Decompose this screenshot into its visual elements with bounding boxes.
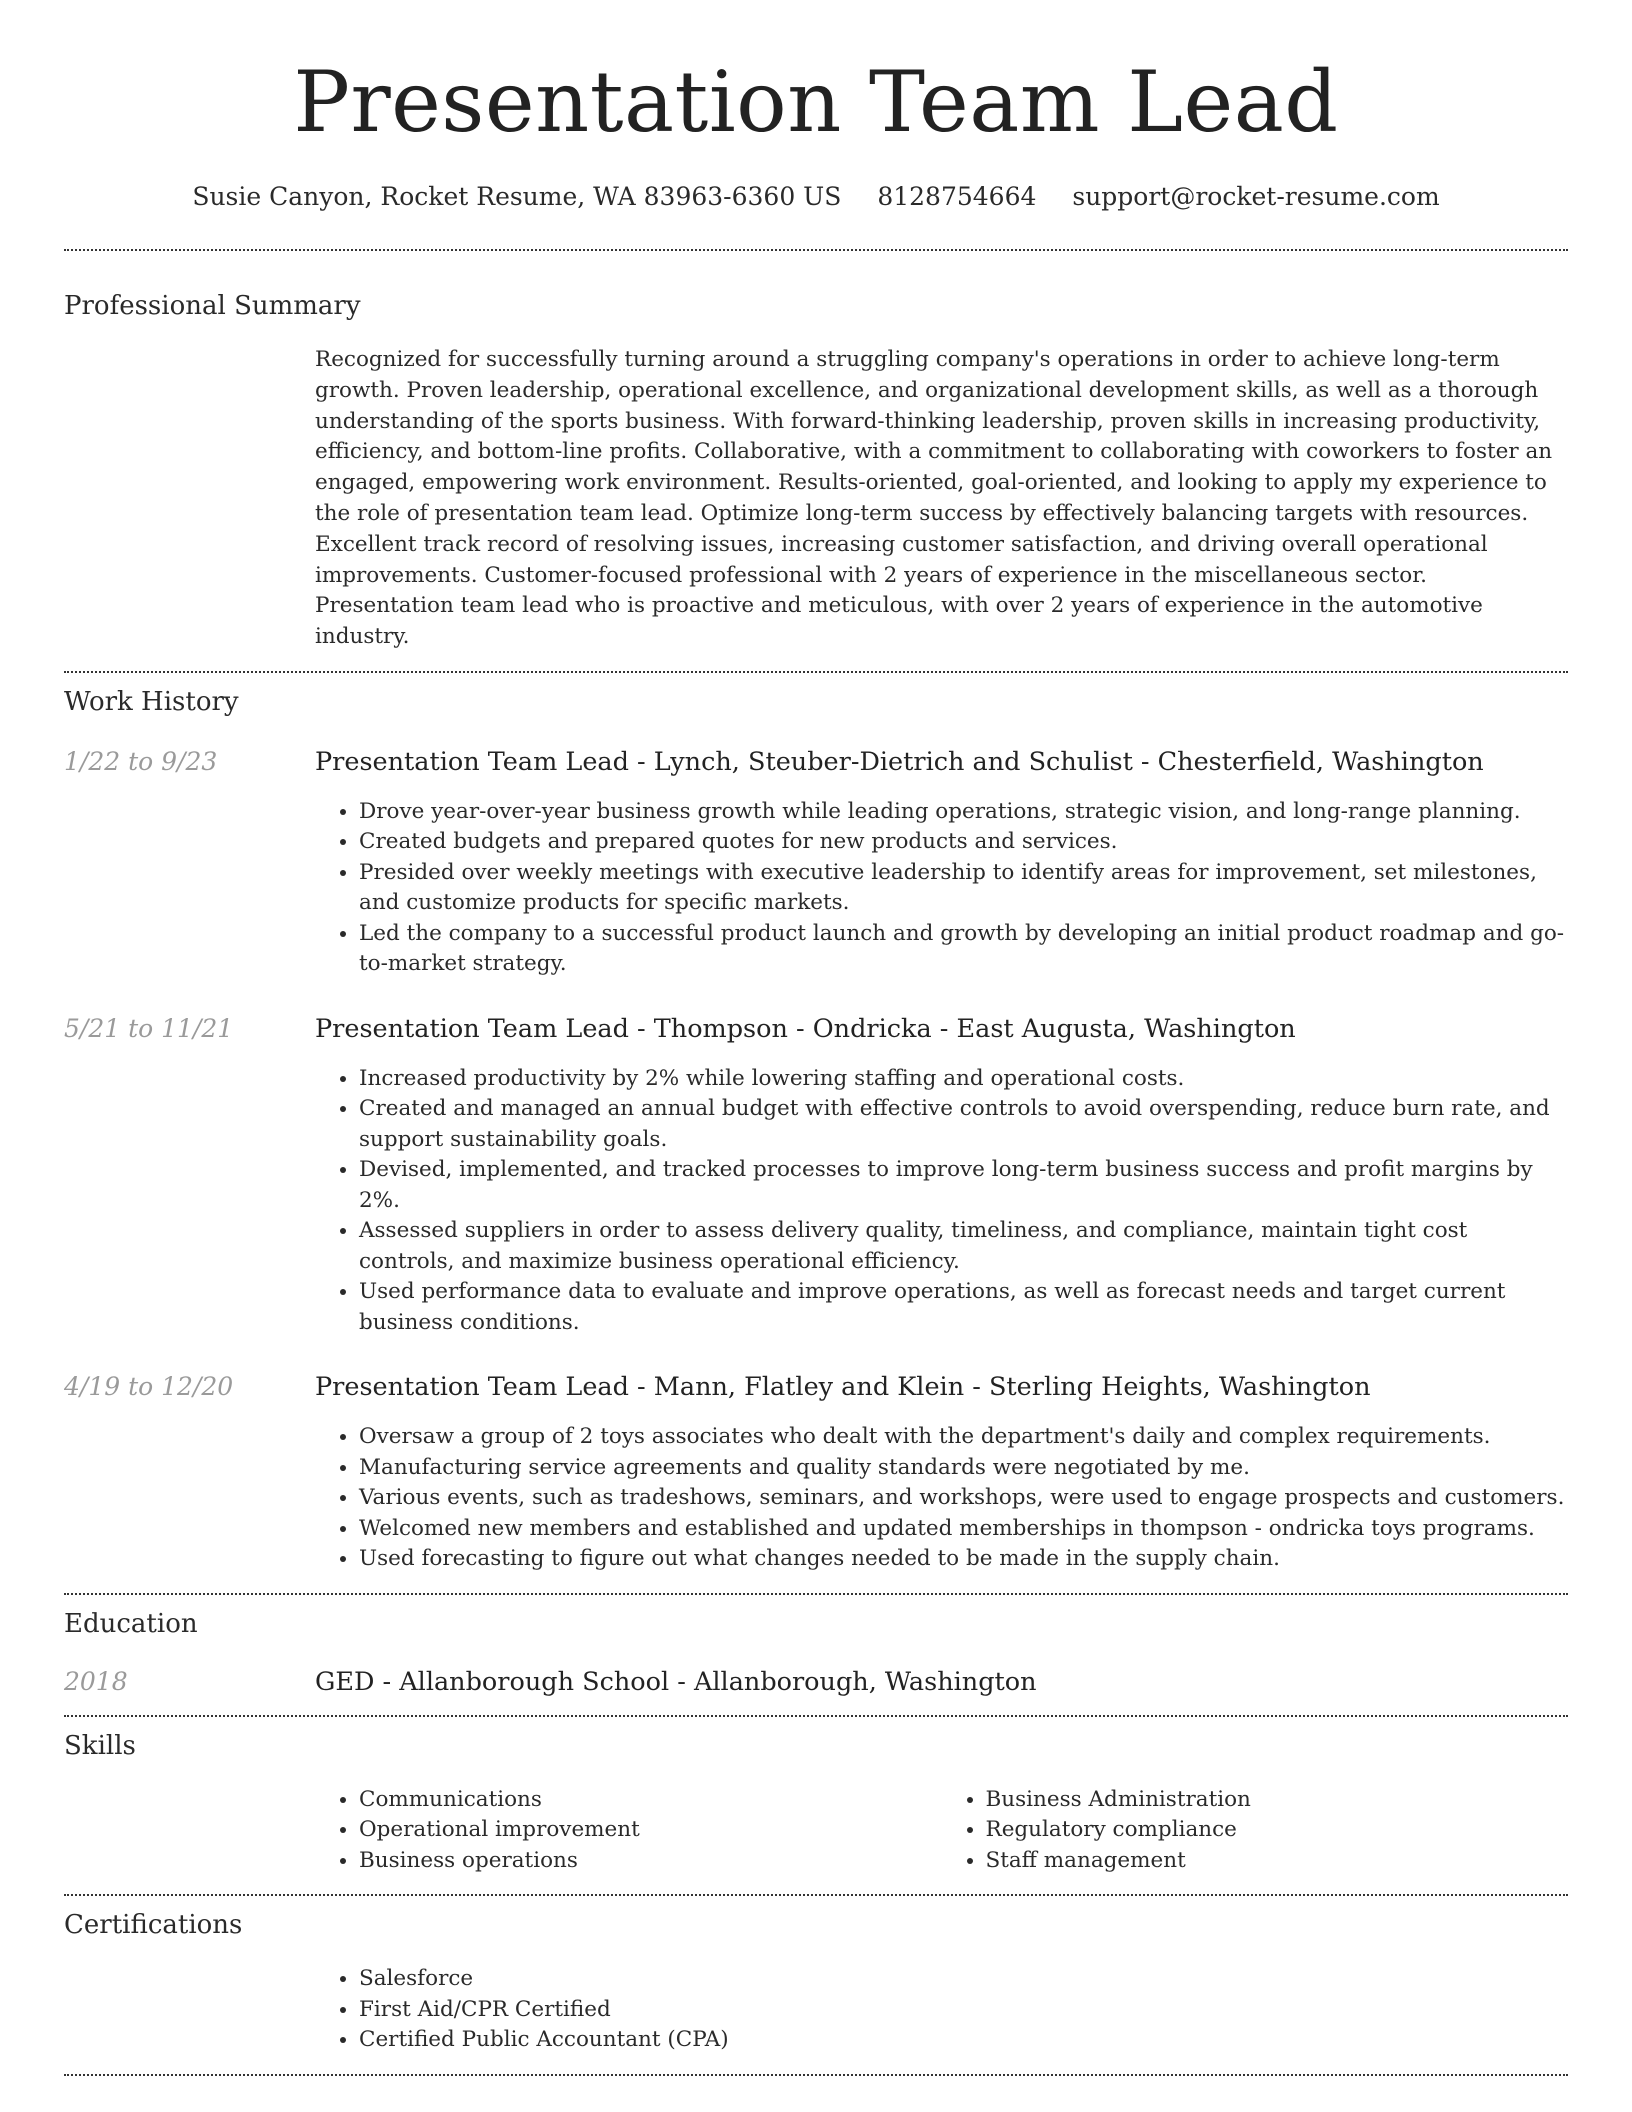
work-section (64, 687, 1568, 1575)
education-section (64, 1609, 1568, 1697)
job-heading: Presentation Team Lead - Mann, Flatley and Klein - Sterling Heights, Washington (315, 1372, 1371, 1403)
skills-list-left (315, 1785, 942, 1877)
job-bullets (315, 1422, 1568, 1575)
summary-text: Recognized for successfully turning around a struggling company's operations in order to achieve long-term growth. Proven leadership, operational excellence, and organizational development skills, as well as a thorough understanding of the sports business. With forward-thinking leadership, proven skills in increasing productivity, efficiency, and bottom-line profits. Collaborative, with a commitment to collaborating with coworkers to foster an engaged, empowering work environment. Results-oriented, goal-oriented, and looking to apply my experience to the role of presentation team lead. Optimize long-term success by effectively balancing targets with resources. Excellent track record of resolving issues, increasing customer satisfaction, and driving overall operational improvements. Customer-focused professional with 2 years of experience in the miscellaneous sector. Presentation team lead who is proactive and meticulous, with over 2 years of experience in the automotive industry. (315, 347, 1553, 650)
list-item: • Welcomed new members and established and updated memberships in thompson - ondricka toys programs. (359, 1514, 1568, 1545)
list-item: • First Aid/CPR Certified (359, 1995, 1568, 2026)
divider (64, 2074, 1568, 2076)
contact-address: Susie Canyon, Rocket Resume, WA 83963-6360 US (192, 182, 842, 211)
divider (64, 1715, 1568, 1717)
list-item: • Led the company to a successful product launch and growth by developing an initial product roadmap and go-to-market strategy. (359, 919, 1568, 980)
list-item: • Operational improvement (359, 1815, 942, 1846)
list-item: • Staff management (986, 1846, 1569, 1877)
list-item: • Oversaw a group of 2 toys associates who dealt with the department's daily and complex requirements. (359, 1422, 1568, 1453)
skills-title: Skills (64, 1730, 136, 1761)
job-dates: 4/19 to 12/20 (64, 1372, 234, 1402)
certifications-list (315, 1964, 1568, 2056)
job-dates: 1/22 to 9/23 (64, 746, 218, 776)
job-heading: Presentation Team Lead - Thompson - Ondricka - East Augusta, Washington (315, 1013, 1296, 1044)
summary-section (64, 291, 1568, 653)
job-heading: Presentation Team Lead - Lynch, Steuber-Dietrich and Schulist - Chesterfield, Washington (315, 746, 1484, 777)
list-item: • Increased productivity by 2% while lowering staffing and operational costs. (359, 1064, 1568, 1095)
list-item: • Manufacturing service agreements and quality standards were negotiated by me. (359, 1453, 1568, 1484)
list-item: • Various events, such as tradeshows, seminars, and workshops, were used to engage prospects and customers. (359, 1483, 1568, 1514)
work-title: Work History (64, 686, 239, 717)
list-item: • Regulatory compliance (986, 1815, 1569, 1846)
summary-title: Professional Summary (64, 291, 361, 321)
list-item: • Assessed suppliers in order to assess delivery quality, timeliness, and compliance, maintain tight cost controls, and maximize business operational efficiency. (359, 1216, 1568, 1277)
education-title: Education (64, 1608, 198, 1639)
education-heading: GED - Allanborough School - Allanborough, Washington (315, 1666, 1037, 1697)
list-item: • Business Administration (986, 1785, 1569, 1816)
job-entry (64, 747, 1568, 980)
job-entry (64, 1014, 1568, 1339)
divider (64, 249, 1568, 251)
list-item: • Business operations (359, 1846, 942, 1877)
skills-list-right (942, 1785, 1569, 1877)
job-entry (64, 1372, 1568, 1575)
list-item: • Created and managed an annual budget with effective controls to avoid overspending, reduce burn rate, and support sustainability goals. (359, 1094, 1568, 1155)
skills-section (64, 1731, 1568, 1877)
list-item: • Created budgets and prepared quotes for new products and services. (359, 827, 1568, 858)
list-item: • Presided over weekly meetings with executive leadership to identify areas for improvement, set milestones, and customize products for specific markets. (359, 858, 1568, 919)
list-item: • Drove year-over-year business growth while leading operations, strategic vision, and long-range planning. (359, 797, 1568, 828)
list-item: • Salesforce (359, 1964, 1568, 1995)
candidate-name: Presentation Team Lead (293, 53, 1339, 151)
list-item: • Devised, implemented, and tracked processes to improve long-term business success and profit margins by 2%. (359, 1155, 1568, 1216)
certifications-section (64, 1910, 1568, 2056)
certifications-title: Certifications (64, 1910, 243, 1941)
contact-phone: 8128754664 (877, 182, 1037, 211)
list-item: • Certified Public Accountant (CPA) (359, 2025, 1568, 2056)
list-item: • Communications (359, 1785, 942, 1816)
job-bullets (315, 1064, 1568, 1339)
job-bullets (315, 797, 1568, 980)
contact-line (64, 182, 1568, 211)
divider (64, 1894, 1568, 1896)
education-date: 2018 (64, 1666, 128, 1696)
contact-email: support@rocket-resume.com (1072, 182, 1440, 211)
list-item: • Used forecasting to figure out what changes needed to be made in the supply chain. (359, 1544, 1568, 1575)
divider (64, 1593, 1568, 1595)
list-item: • Used performance data to evaluate and improve operations, as well as forecast needs and target current business conditions. (359, 1277, 1568, 1338)
job-dates: 5/21 to 11/21 (64, 1013, 234, 1043)
divider (64, 671, 1568, 673)
